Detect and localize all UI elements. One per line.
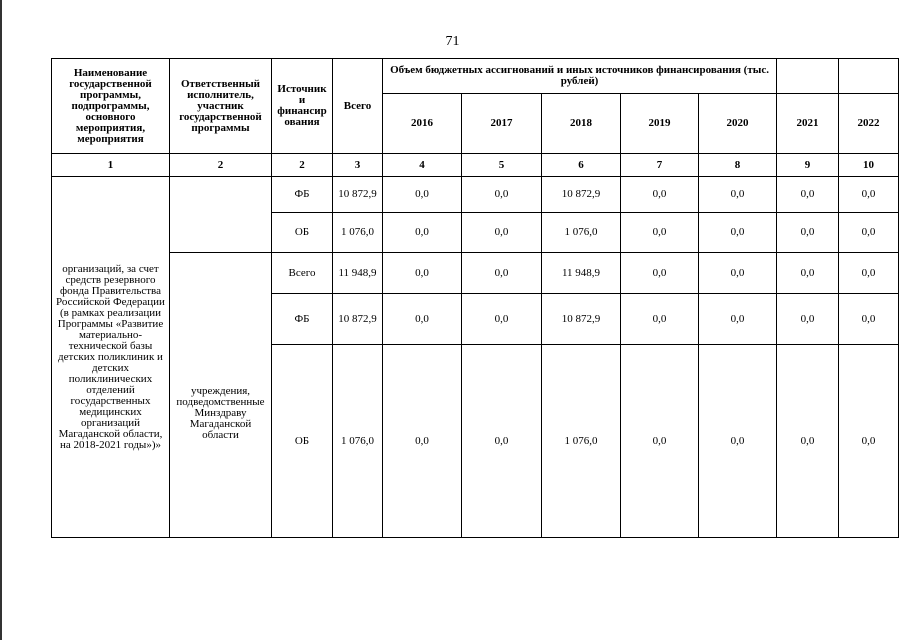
header-year: 2018 <box>542 94 621 154</box>
header-year: 2020 <box>699 94 777 154</box>
column-number: 5 <box>462 154 542 177</box>
value-cell: 1 076,0 <box>542 213 621 253</box>
value-cell: 0,0 <box>383 253 462 294</box>
header-empty-cell <box>839 59 899 94</box>
header-year: 2022 <box>839 94 899 154</box>
column-number: 7 <box>621 154 699 177</box>
value-cell: 0,0 <box>462 253 542 294</box>
source-cell: ОБ <box>272 345 333 538</box>
page-number: 71 <box>445 34 460 49</box>
column-number: 9 <box>777 154 839 177</box>
value-cell: 0,0 <box>462 177 542 213</box>
value-cell: 0,0 <box>621 213 699 253</box>
column-numbers-row <box>52 154 899 177</box>
value-cell: 11 948,9 <box>542 253 621 294</box>
source-cell: ОБ <box>272 213 333 253</box>
total-cell: 11 948,9 <box>333 253 383 294</box>
column-number: 10 <box>839 154 899 177</box>
value-cell: 0,0 <box>621 294 699 345</box>
value-cell: 0,0 <box>383 177 462 213</box>
value-cell: 0,0 <box>462 294 542 345</box>
source-cell: ФБ <box>272 294 333 345</box>
source-cell: Всего <box>272 253 333 294</box>
column-number: 4 <box>383 154 462 177</box>
column-number: 2 <box>272 154 333 177</box>
executor-empty-cell <box>170 177 272 253</box>
value-cell: 0,0 <box>699 213 777 253</box>
header-program-name: Наименование государственной программы, подпрограммы, основного мероприятия, мероприятия <box>52 59 170 154</box>
value-cell: 0,0 <box>621 345 699 538</box>
value-cell: 0,0 <box>777 177 839 213</box>
column-number: 1 <box>52 154 170 177</box>
header-total: Всего <box>333 59 383 154</box>
value-cell: 0,0 <box>839 253 899 294</box>
value-cell: 0,0 <box>839 345 899 538</box>
value-cell: 0,0 <box>839 177 899 213</box>
scan-edge-line <box>0 0 2 640</box>
header-year: 2021 <box>777 94 839 154</box>
value-cell: 0,0 <box>462 345 542 538</box>
column-number: 8 <box>699 154 777 177</box>
value-cell: 1 076,0 <box>542 345 621 538</box>
value-cell: 0,0 <box>839 294 899 345</box>
total-cell: 10 872,9 <box>333 177 383 213</box>
total-cell: 1 076,0 <box>333 345 383 538</box>
header-empty-cell <box>777 59 839 94</box>
value-cell: 0,0 <box>699 294 777 345</box>
header-year: 2019 <box>621 94 699 154</box>
value-cell: 0,0 <box>699 253 777 294</box>
value-cell: 0,0 <box>462 213 542 253</box>
value-cell: 0,0 <box>699 345 777 538</box>
header-source: Источник и финансир ования <box>272 59 333 154</box>
executor-cell: учреждения, подведомственные Минздраву Магаданской области <box>170 253 272 538</box>
value-cell: 0,0 <box>621 253 699 294</box>
value-cell: 0,0 <box>777 253 839 294</box>
value-cell: 10 872,9 <box>542 294 621 345</box>
value-cell: 0,0 <box>383 345 462 538</box>
value-cell: 0,0 <box>777 345 839 538</box>
header-executor: Ответственный исполнитель, участник государственной программы <box>170 59 272 154</box>
value-cell: 0,0 <box>699 177 777 213</box>
value-cell: 0,0 <box>839 213 899 253</box>
header-year: 2016 <box>383 94 462 154</box>
total-cell: 1 076,0 <box>333 213 383 253</box>
value-cell: 0,0 <box>621 177 699 213</box>
value-cell: 10 872,9 <box>542 177 621 213</box>
total-cell: 10 872,9 <box>333 294 383 345</box>
value-cell: 0,0 <box>383 213 462 253</box>
source-cell: ФБ <box>272 177 333 213</box>
value-cell: 0,0 <box>777 294 839 345</box>
column-number: 6 <box>542 154 621 177</box>
program-description: организаций, за счет средств резервного фонда Правительства Российской Федерации (в рамках реализации Программы «Развитие материально-технической базы детских поликлиник и детских поликлинических отделений государственных медицинских организаций Магаданской области, на 2018-2021 годы»)» <box>52 177 170 538</box>
column-number: 2 <box>170 154 272 177</box>
table-row <box>52 177 899 213</box>
header-financing-group: Объем бюджетных ассигнований и иных источников финансирования (тыс. рублей) <box>383 59 777 94</box>
table-row <box>52 253 899 294</box>
value-cell: 0,0 <box>383 294 462 345</box>
value-cell: 0,0 <box>777 213 839 253</box>
header-row-1 <box>52 59 899 94</box>
budget-table <box>51 58 899 538</box>
column-number: 3 <box>333 154 383 177</box>
header-year: 2017 <box>462 94 542 154</box>
